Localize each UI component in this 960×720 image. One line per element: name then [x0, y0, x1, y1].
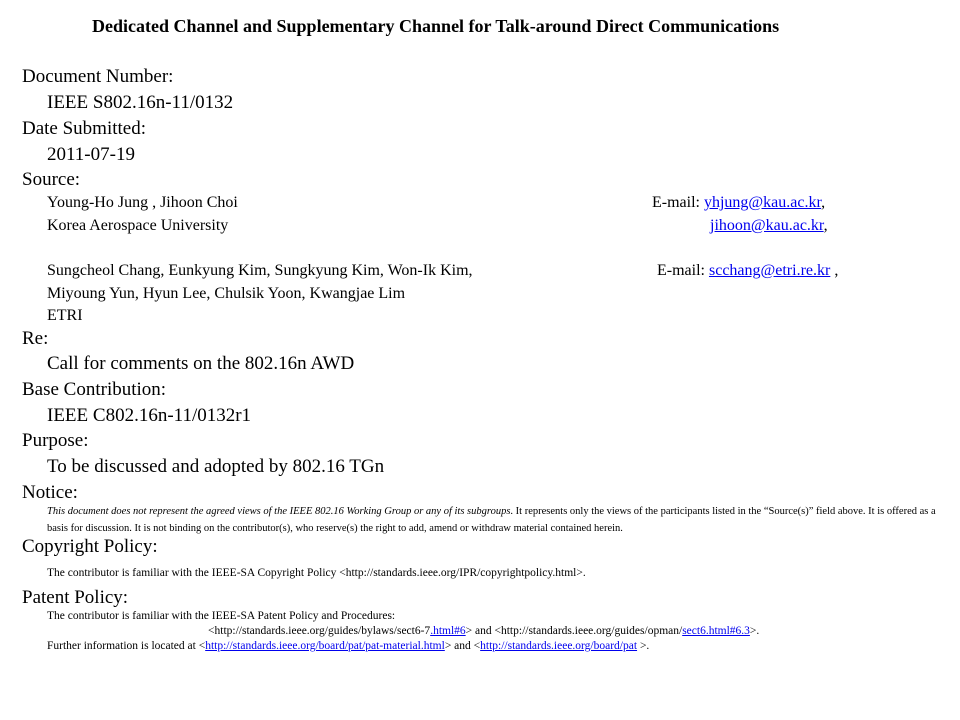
- email-label: E-mail:: [657, 262, 705, 279]
- patent-label: Patent Policy:: [22, 587, 129, 608]
- patent-line-2-end: >.: [749, 625, 760, 637]
- base-contribution-label: Base Contribution:: [22, 379, 167, 400]
- email-link-scchang[interactable]: scchang@etri.re.kr: [708, 262, 831, 279]
- email-separator: ,: [823, 217, 828, 234]
- source-authors-2-line-1: Sungcheol Chang, Eunkyung Kim, Sungkyung Kim, Won-Ik Kim,: [47, 262, 473, 279]
- email-link-jihoon[interactable]: jihoon@kau.ac.kr: [710, 217, 824, 234]
- date-submitted-value: 2011-07-19: [47, 144, 135, 165]
- notice-label: Notice:: [22, 482, 78, 503]
- patent-line-2: [208, 625, 759, 637]
- patent-line-3-end: >.: [637, 640, 650, 652]
- copyright-text: [47, 567, 586, 579]
- source-authors-1: Young-Ho Jung , Jihoon Choi: [47, 194, 238, 211]
- patent-line-1: The contributor is familiar with the IEEE-SA Patent Policy and Procedures:: [47, 610, 396, 622]
- pat-board-link[interactable]: http://standards.ieee.org/board/pat: [480, 640, 638, 652]
- copyright-text-suffix: >.: [576, 567, 586, 579]
- document-number-value: IEEE S802.16n-11/0132: [47, 92, 234, 113]
- notice-text: [47, 503, 952, 537]
- copyright-text-prefix: The contributor is familiar with the IEEE-SA Copyright Policy <: [47, 567, 346, 579]
- opman-link[interactable]: sect6.html#6.3: [682, 625, 750, 637]
- email-label: E-mail:: [652, 194, 700, 211]
- purpose-label: Purpose:: [22, 430, 89, 451]
- source-authors-2-line-2: Miyoung Yun, Hyun Lee, Chulsik Yoon, Kwangjae Lim: [47, 285, 406, 302]
- source-affiliation-1: Korea Aerospace University: [47, 217, 229, 234]
- notice-rest-text: . It represents only the views of the participants listed in the “Source(s)” field above. It is offered as a basis for discussion. It is not binding on the contributor(s), who reserve(s) the right to add, amend or withdraw material contained herein.: [47, 506, 936, 534]
- copyright-label: Copyright Policy:: [22, 536, 158, 557]
- date-submitted-label: Date Submitted:: [22, 118, 147, 139]
- patent-line-2-lt: <: [208, 625, 215, 637]
- patent-line-3-mid: > and <: [444, 640, 481, 652]
- copyright-policy-link[interactable]: http://standards.ieee.org/IPR/copyrightpolicy.html: [345, 567, 577, 579]
- patent-line-3-prefix: Further information is located at <: [47, 640, 206, 652]
- re-value: Call for comments on the 802.16n AWD: [47, 353, 355, 374]
- email-separator: ,: [821, 194, 826, 211]
- patent-line-3: [47, 640, 649, 652]
- purpose-value: To be discussed and adopted by 802.16 TGn: [47, 456, 385, 477]
- email-link-yhjung[interactable]: yhjung@kau.ac.kr: [703, 194, 822, 211]
- email-separator: ,: [830, 262, 839, 279]
- document-title: Dedicated Channel and Supplementary Channel for Talk-around Direct Communications: [92, 16, 780, 36]
- source-affiliation-2: ETRI: [47, 307, 83, 324]
- bylaws-link[interactable]: .html#6: [430, 625, 466, 637]
- bylaws-link-prefix[interactable]: http://standards.ieee.org/guides/bylaws/sect6-7: [214, 625, 431, 637]
- notice-italic-text: This document does not represent the agreed views of the IEEE 802.16 Working Group or any of its subgroups: [47, 506, 511, 517]
- source-label: Source:: [22, 169, 81, 190]
- pat-material-link[interactable]: http://standards.ieee.org/board/pat/pat-material.html: [205, 640, 445, 652]
- source-email-row-2: [710, 217, 828, 235]
- document-number-label: Document Number:: [22, 66, 174, 87]
- opman-link-prefix[interactable]: http://standards.ieee.org/guides/opman/: [500, 625, 683, 637]
- base-contribution-value: IEEE C802.16n-11/0132r1: [47, 405, 252, 426]
- re-label: Re:: [22, 328, 49, 349]
- source-email-row-1: [652, 194, 825, 212]
- patent-line-2-mid: > and <: [465, 625, 501, 637]
- source-email-row-3: [657, 262, 838, 280]
